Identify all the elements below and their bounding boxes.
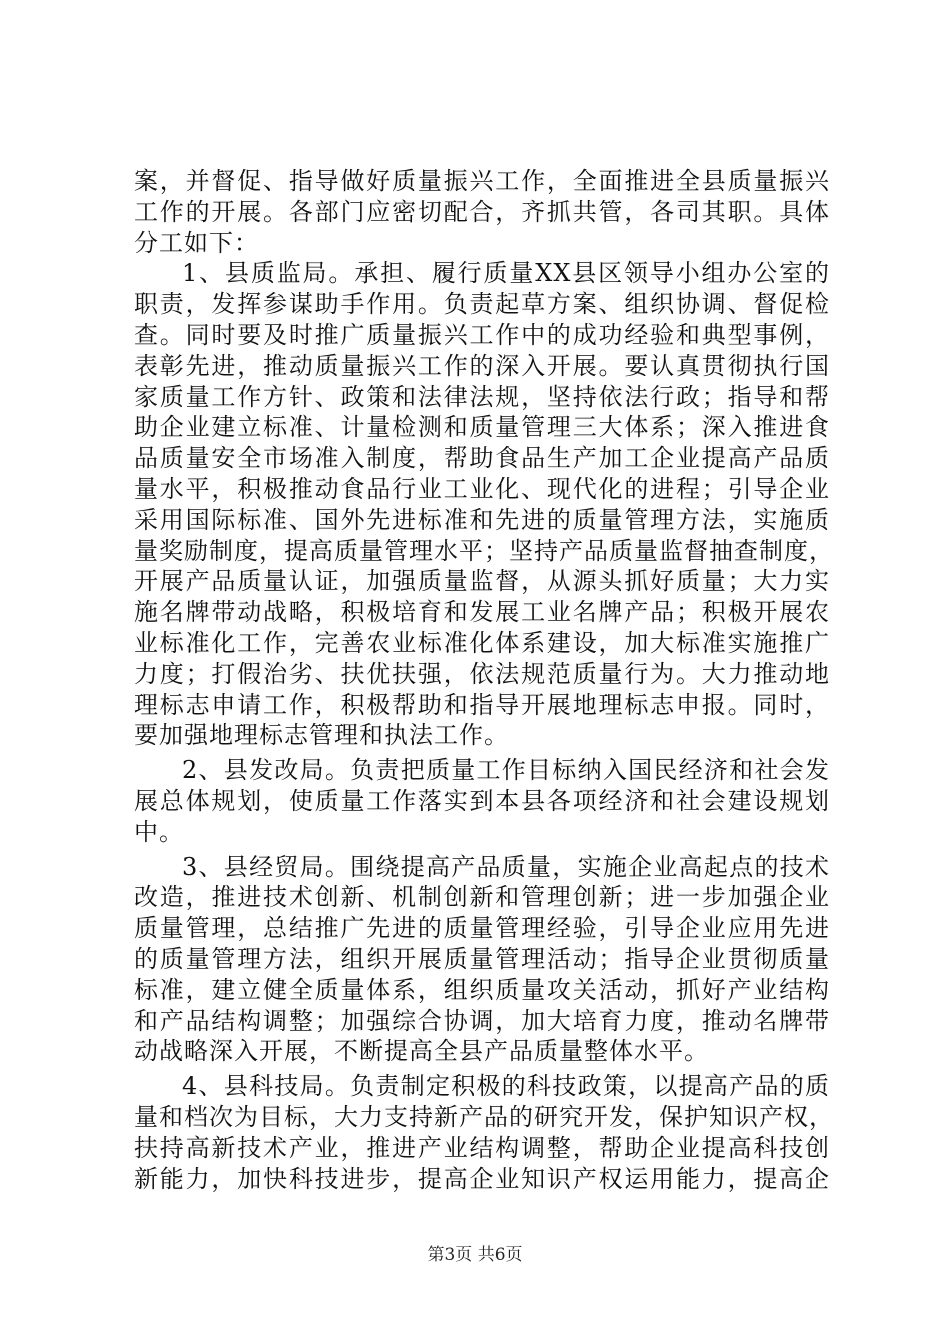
- text-line: 采用国际标准、国外先进标准和先进的质量管理方法，实施质: [134, 505, 830, 534]
- text-line: 业标准化工作，完善农业标准化体系建设，加大标准实施推广: [134, 628, 830, 657]
- text-line: 动战略深入开展，不断提高全县产品质量整体水平。: [134, 1037, 709, 1066]
- text-line: 展总体规划，使质量工作落实到本县各项经济和社会建设规划: [134, 786, 830, 815]
- text-line: 新能力，加快科技进步，提高企业知识产权运用能力，提高企: [134, 1164, 830, 1193]
- paragraph-start-line: 1、县质监局。承担、履行质量XX县区领导小组办公室的: [182, 259, 830, 288]
- text-line: 要加强地理标志管理和执法工作。: [134, 721, 509, 750]
- text-line: 开展产品质量认证，加强质量监督，从源头抓好质量；大力实: [134, 567, 830, 596]
- text-line: 中。: [134, 817, 184, 846]
- text-line: 扶持高新技术产业，推进产业结构调整，帮助企业提高科技创: [134, 1133, 830, 1162]
- text-line: 量奖励制度，提高质量管理水平；坚持产品质量监督抽查制度，: [134, 536, 834, 565]
- text-line: 理标志申请工作，积极帮助和指导开展地理标志申报。同时，: [134, 690, 830, 719]
- text-line: 施名牌带动战略，积极培育和发展工业名牌产品；积极开展农: [134, 598, 830, 627]
- text-line: 量水平，积极推动食品行业工业化、现代化的进程；引导企业: [134, 474, 830, 503]
- text-line: 工作的开展。各部门应密切配合，齐抓共管，各司其职。具体: [134, 197, 830, 226]
- page-number-footer: 第3页 共6页: [427, 1245, 523, 1265]
- text-line: 改造，推进技术创新、机制创新和管理创新；进一步加强企业: [134, 883, 830, 912]
- text-line: 量和档次为目标，大力支持新产品的研究开发，保护知识产权，: [134, 1102, 834, 1131]
- text-line: 职责，发挥参谋助手作用。负责起草方案、组织协调、督促检: [134, 290, 830, 319]
- text-line: 的质量管理方法，组织开展质量管理活动；指导企业贯彻质量: [134, 944, 830, 973]
- text-line: 标准，建立健全质量体系，组织质量攻关活动，抓好产业结构: [134, 975, 830, 1004]
- text-line: 品质量安全市场准入制度，帮助食品生产加工企业提高产品质: [134, 444, 830, 473]
- text-line: 和产品结构调整；加强综合协调，加大培育力度，推动名牌带: [134, 1006, 830, 1035]
- text-line: 案，并督促、指导做好质量振兴工作，全面推进全县质量振兴: [134, 167, 830, 195]
- text-line: 力度；打假治劣、扶优扶强，依法规范质量行为。大力推动地: [134, 659, 830, 688]
- text-line: 查。同时要及时推广质量振兴工作中的成功经验和典型事例，: [134, 320, 830, 349]
- text-line: 质量管理，总结推广先进的质量管理经验，引导企业应用先进: [134, 914, 830, 943]
- paragraph-start-line: 3、县经贸局。围绕提高产品质量，实施企业高起点的技术: [182, 852, 830, 881]
- document-body: [134, 166, 834, 1194]
- text-line: 分工如下：: [134, 228, 259, 257]
- text-line: 助企业建立标准、计量检测和质量管理三大体系；深入推进食: [134, 413, 830, 442]
- text-line: 家质量工作方针、政策和法律法规，坚持依法行政；指导和帮: [134, 382, 830, 411]
- text-line: 表彰先进，推动质量振兴工作的深入开展。要认真贯彻执行国: [134, 351, 830, 380]
- paragraph-start-line: 4、县科技局。负责制定积极的科技政策，以提高产品的质: [182, 1072, 830, 1101]
- paragraph-start-line: 2、县发改局。负责把质量工作目标纳入国民经济和社会发: [182, 756, 830, 785]
